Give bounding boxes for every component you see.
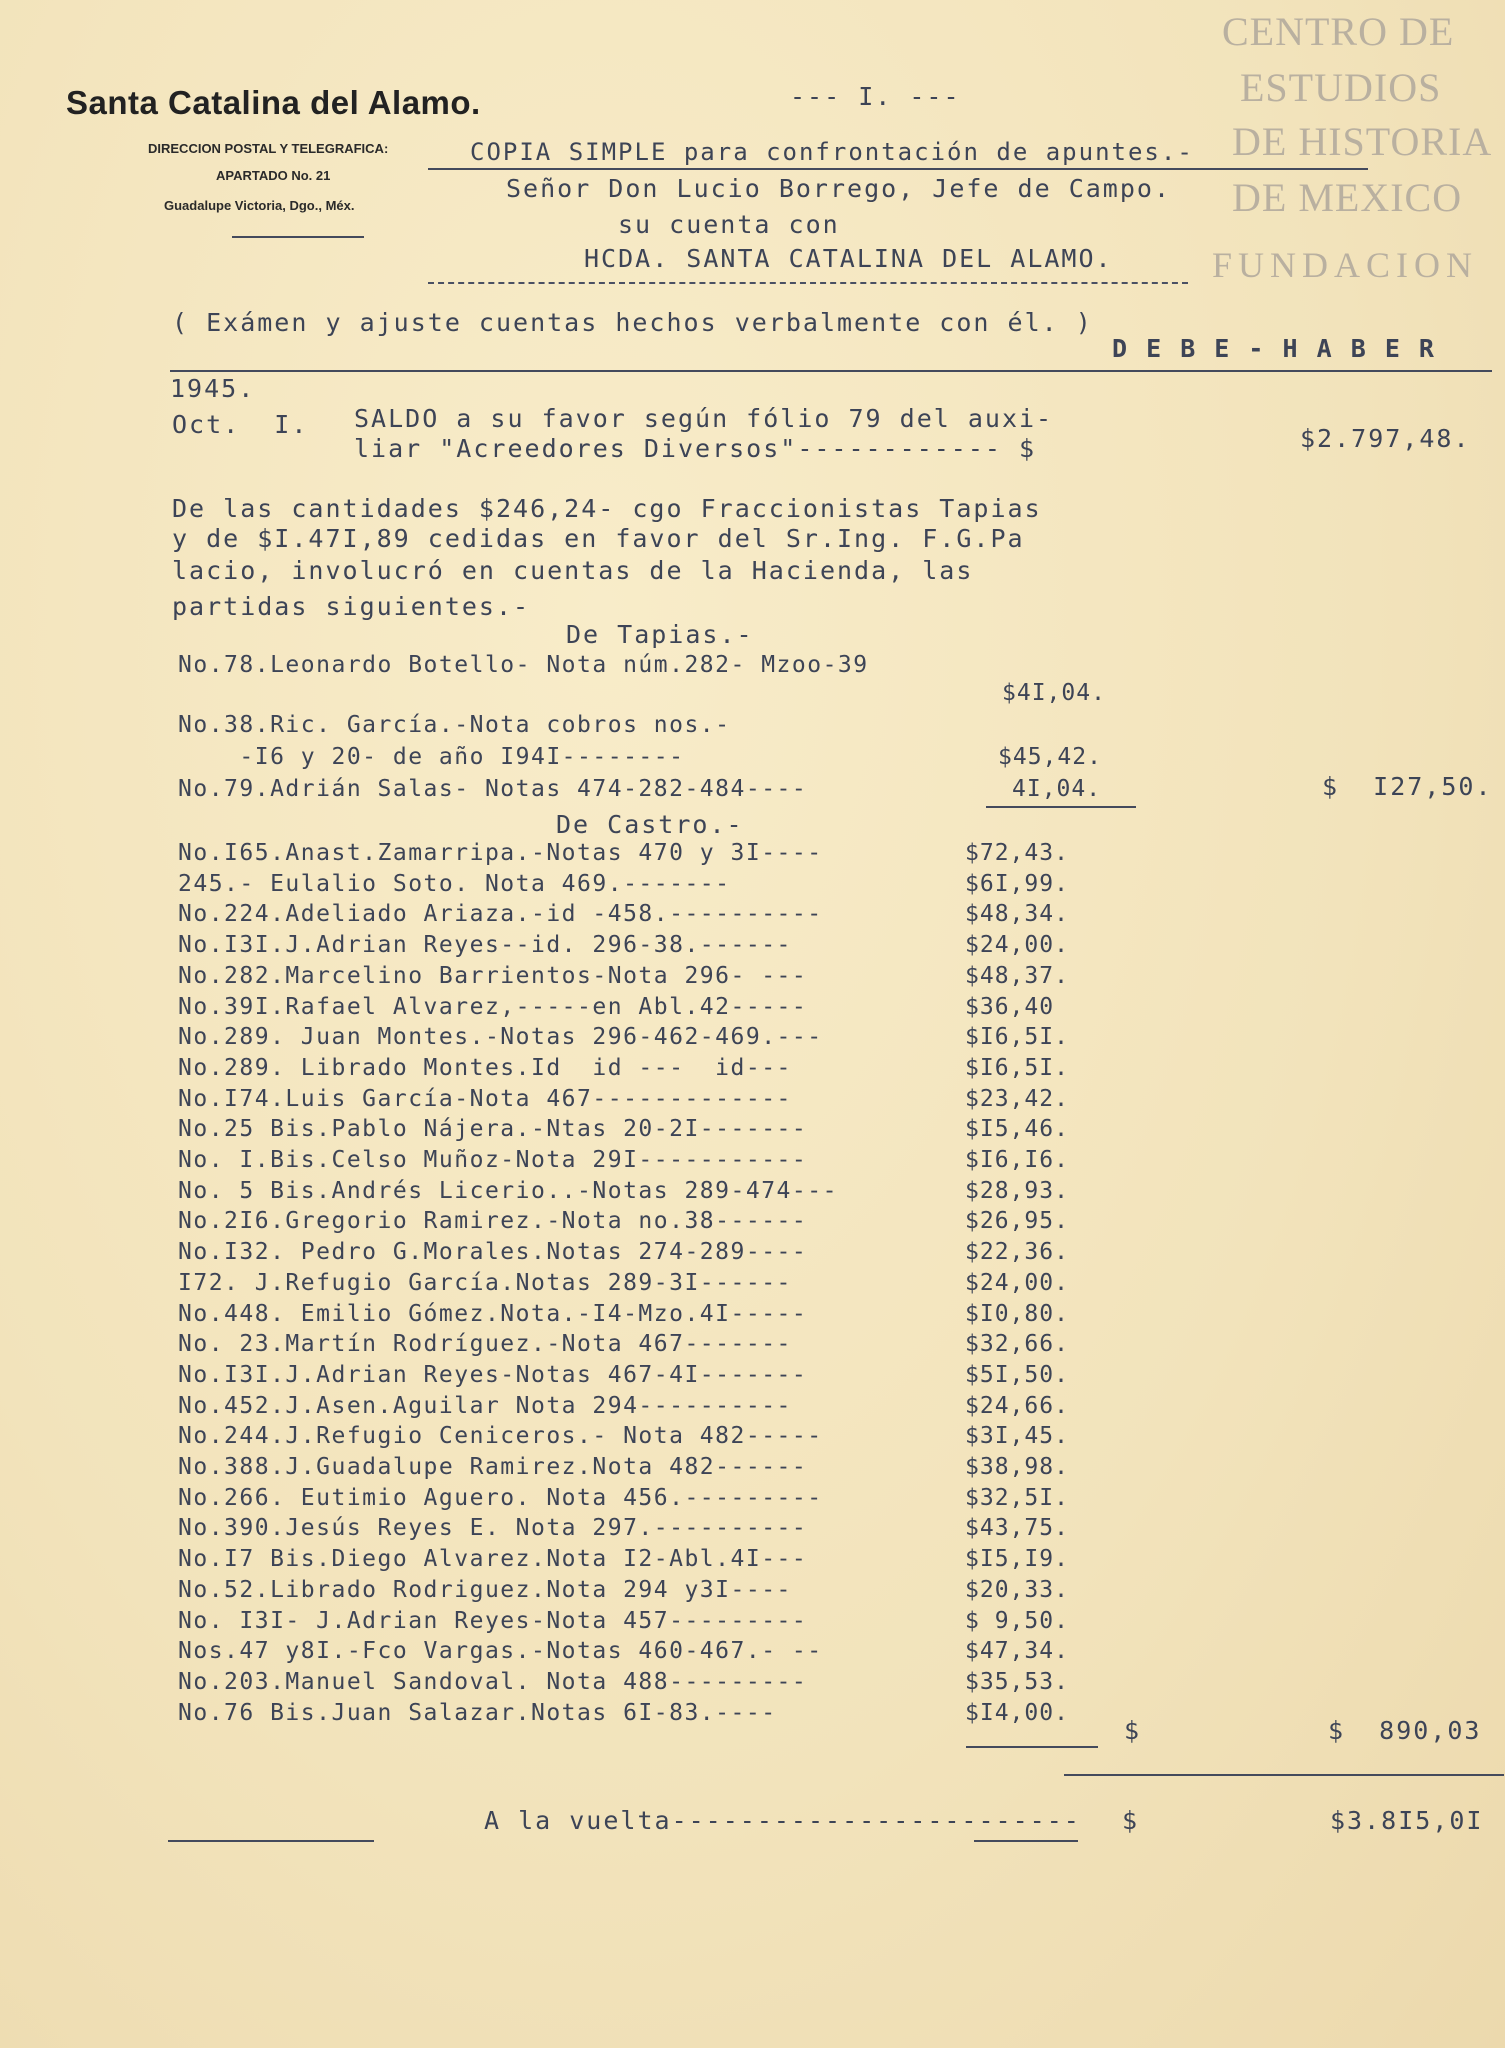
castro-entry-text: No.282.Marcelino Barrientos-Nota 296- --- [178, 963, 808, 989]
castro-entry-amount: $I6,I6. [965, 1147, 1069, 1173]
paragraph-line-2: y de $I.47I,89 cedidas en favor del Sr.Ing. F.G.Pa [172, 524, 1025, 553]
carry-forward-label: A la vuelta------------------------ [484, 1806, 1081, 1835]
castro-entry-text: No.390.Jesús Reyes E. Nota 297.---------- [178, 1515, 808, 1541]
heading-note: ( Exámen y ajuste cuentas hechos verbalmente con él. ) [172, 308, 1093, 337]
tapias-entry-3: No.79.Adrián Salas- Notas 474-282-484---- [178, 776, 808, 802]
castro-entry-amount: $28,93. [965, 1178, 1069, 1204]
castro-entry-text: No.388.J.Guadalupe Ramirez.Nota 482------ [178, 1454, 808, 1480]
heading-hacienda: HCDA. SANTA CATALINA DEL ALAMO. [584, 244, 1113, 273]
opening-balance: $2.797,48. [1300, 424, 1471, 453]
castro-entry-amount: $I5,46. [965, 1116, 1069, 1142]
castro-entry-amount: $24,00. [965, 1270, 1069, 1296]
tapias-amount-3: 4I,04. [1012, 776, 1102, 802]
heading-underline [428, 168, 1368, 170]
castro-entry-amount: $I0,80. [965, 1301, 1069, 1327]
carry-forward-dollar-sign: $ [1122, 1806, 1140, 1835]
castro-entry-amount: $5I,50. [965, 1362, 1069, 1388]
castro-entry-amount: $22,36. [965, 1239, 1069, 1265]
castro-underline [966, 1746, 1098, 1748]
castro-entry-amount: $ 9,50. [965, 1608, 1069, 1634]
castro-entry-text: No.I74.Luis García-Nota 467------------- [178, 1086, 792, 1112]
paragraph-line-3: lacio, involucró en cuentas de la Hacienda, las [172, 556, 974, 585]
castro-entry-text: No. I3I- J.Adrian Reyes-Nota 457--------- [178, 1608, 808, 1634]
carry-forward-total: $3.8I5,0I [1330, 1806, 1484, 1835]
letterhead-rule [232, 236, 364, 238]
castro-entry-amount: $26,95. [965, 1208, 1069, 1234]
castro-entry-text: No.289. Librado Montes.Id id --- id--- [178, 1055, 792, 1081]
castro-entry-text: No. 5 Bis.Andrés Licerio..-Notas 289-474--- [178, 1178, 838, 1204]
castro-entry-text: No.266. Eutimio Aguero. Nota 456.--------- [178, 1485, 823, 1511]
castro-entry-text: I72. J.Refugio García.Notas 289-3I------ [178, 1270, 792, 1296]
tapias-amount-2: $45,42. [998, 744, 1102, 770]
castro-header: De Castro.- [556, 810, 744, 839]
castro-entry-text: No.52.Librado Rodriguez.Nota 294 y3I---- [178, 1577, 792, 1603]
castro-entry-text: No.448. Emilio Gómez.Nota.-I4-Mzo.4I----- [178, 1301, 808, 1327]
heading-addressee: Señor Don Lucio Borrego, Jefe de Campo. [506, 174, 1171, 203]
castro-entry-text: 245.- Eulalio Soto. Nota 469.------- [178, 871, 731, 897]
company-name: Santa Catalina del Alamo. [66, 84, 481, 121]
footer-left-rule [168, 1840, 374, 1842]
castro-entry-amount: $24,66. [965, 1393, 1069, 1419]
castro-entry-amount: $I6,5I. [965, 1024, 1069, 1050]
castro-entry-text: No.I65.Anast.Zamarripa.-Notas 470 y 3I---- [178, 840, 823, 866]
castro-entry-text: No.I3I.J.Adrian Reyes--id. 296-38.------ [178, 932, 792, 958]
watermark-line-5: FUNDACION [1212, 245, 1479, 285]
castro-entry-amount: $20,33. [965, 1577, 1069, 1603]
letterhead-apartado: APARTADO No. 21 [216, 168, 331, 183]
year: 1945. [170, 374, 256, 403]
castro-entry-amount: $43,75. [965, 1515, 1069, 1541]
castro-entry-text: No. 23.Martín Rodríguez.-Nota 467------- [178, 1331, 792, 1357]
castro-entry-amount: $48,34. [965, 901, 1069, 927]
castro-entry-amount: $48,37. [965, 963, 1069, 989]
tapias-underline [986, 806, 1136, 808]
castro-dollar-sign: $ [1124, 1716, 1142, 1745]
castro-entry-amount: $38,98. [965, 1454, 1069, 1480]
heading-dashed-rule [428, 282, 1188, 284]
castro-entry-text: No.I3I.J.Adrian Reyes-Notas 467-4I------- [178, 1362, 808, 1388]
section-rule [170, 370, 1492, 372]
footer-right-rule [974, 1840, 1078, 1842]
letterhead-postal: DIRECCION POSTAL Y TELEGRAFICA: [148, 141, 389, 156]
castro-entry-text: No.224.Adeliado Ariaza.-id -458.---------- [178, 901, 823, 927]
castro-entry-amount: $35,53. [965, 1669, 1069, 1695]
tapias-entry-1: No.78.Leonardo Botello- Nota núm.282- Mzoo-39 [178, 652, 869, 678]
castro-entry-amount: $3I,45. [965, 1423, 1069, 1449]
castro-entry-text: No.452.J.Asen.Aguilar Nota 294---------- [178, 1393, 792, 1419]
castro-entry-text: Nos.47 y8I.-Fco Vargas.-Notas 460-467.- -- [178, 1638, 823, 1664]
castro-entry-amount: $36,40 [965, 994, 1055, 1020]
total-rule [1064, 1774, 1504, 1776]
castro-entry-text: No.244.J.Refugio Ceniceros.- Nota 482----- [178, 1423, 823, 1449]
castro-entry-amount: $24,00. [965, 932, 1069, 958]
castro-entry-amount: $47,34. [965, 1638, 1069, 1664]
watermark-line-1: CENTRO DE [1222, 9, 1455, 54]
watermark-line-4: DE MEXICO [1232, 175, 1463, 220]
page-number: --- I. --- [790, 82, 961, 111]
castro-entry-text: No.76 Bis.Juan Salazar.Notas 6I-83.---- [178, 1700, 777, 1726]
castro-entry-text: No.203.Manuel Sandoval. Nota 488--------- [178, 1669, 808, 1695]
paragraph-line-4: partidas siguientes.- [172, 592, 531, 621]
watermark-line-3: DE HISTORIA [1232, 119, 1493, 164]
paragraph-line-1: De las cantidades $246,24- cgo Fraccionistas Tapias [172, 494, 1042, 523]
castro-entry-text: No.39I.Rafael Alvarez,-----en Abl.42----- [178, 994, 808, 1020]
tapias-total: $ I27,50. [1322, 772, 1493, 801]
tapias-entry-2a: No.38.Ric. García.-Nota cobros nos.- [178, 712, 731, 738]
castro-entry-text: No.2I6.Gregorio Ramirez.-Nota no.38------ [178, 1208, 808, 1234]
castro-entry-amount: $32,5I. [965, 1485, 1069, 1511]
castro-total: $ 890,03 [1328, 1716, 1482, 1745]
opening-text-1: SALDO a su favor según fólio 79 del auxi- [354, 404, 1054, 433]
castro-entry-amount: $I6,5I. [965, 1055, 1069, 1081]
letterhead-address: Guadalupe Victoria, Dgo., Méx. [164, 198, 355, 213]
castro-entry-text: No. I.Bis.Celso Muñoz-Nota 29I----------- [178, 1147, 808, 1173]
column-labels: D E B E - H A B E R [1112, 334, 1436, 363]
tapias-header: De Tapias.- [566, 620, 754, 649]
castro-entry-amount: $6I,99. [965, 871, 1069, 897]
heading-copy-line: COPIA SIMPLE para confrontación de apuntes.- [470, 138, 1194, 166]
castro-entry-text: No.I32. Pedro G.Morales.Notas 274-289---- [178, 1239, 808, 1265]
heading-account-with: su cuenta con [618, 210, 840, 239]
opening-text-2: liar "Acreedores Diversos"------------ $ [354, 434, 1037, 463]
tapias-amount-1: $4I,04. [1002, 680, 1106, 706]
castro-entry-text: No.25 Bis.Pablo Nájera.-Ntas 20-2I------- [178, 1116, 808, 1142]
watermark-line-2: ESTUDIOS [1240, 65, 1442, 110]
castro-entry-amount: $23,42. [965, 1086, 1069, 1112]
castro-entry-amount: $I4,00. [965, 1700, 1069, 1726]
castro-entry-text: No.I7 Bis.Diego Alvarez.Nota I2-Abl.4I--- [178, 1546, 808, 1572]
castro-entry-amount: $I5,I9. [965, 1546, 1069, 1572]
opening-date: Oct. I. [172, 410, 309, 439]
castro-entry-amount: $32,66. [965, 1331, 1069, 1357]
castro-entry-text: No.289. Juan Montes.-Notas 296-462-469.--- [178, 1024, 823, 1050]
castro-entry-amount: $72,43. [965, 840, 1069, 866]
tapias-entry-2b: -I6 y 20- de año I94I-------- [178, 744, 685, 770]
